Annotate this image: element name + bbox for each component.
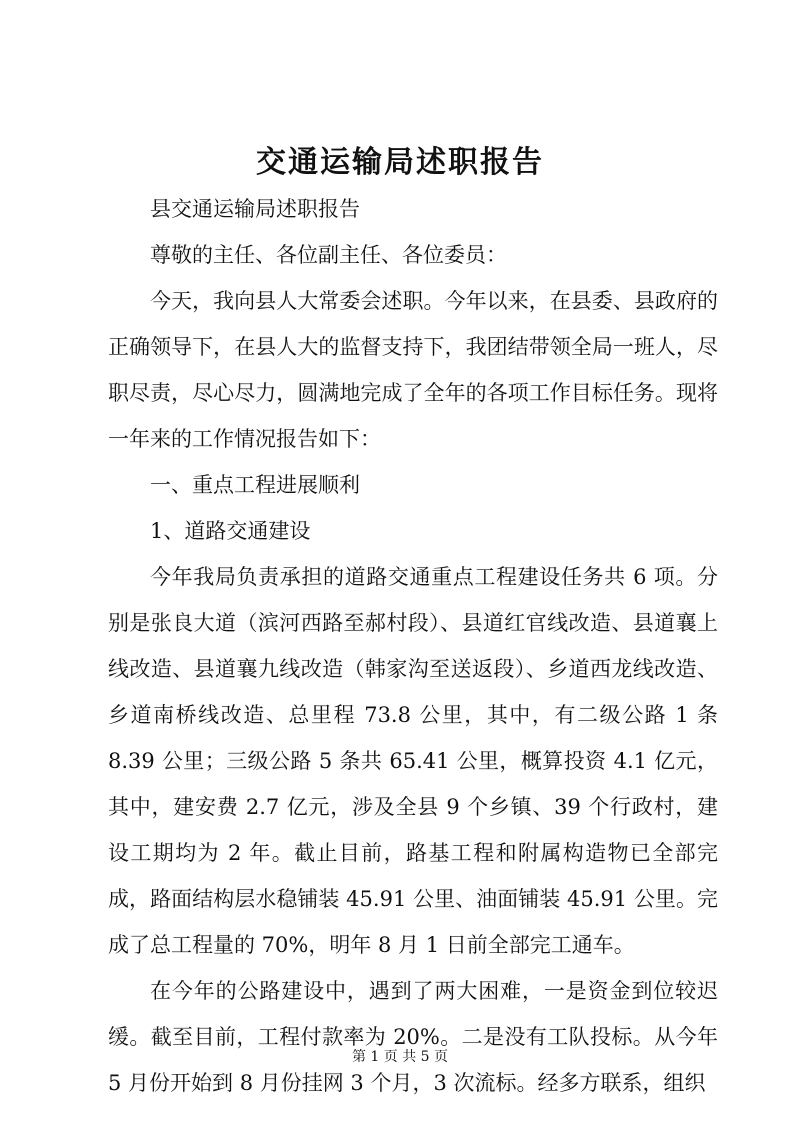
body-paragraph: 今年我局负责承担的道路交通重点工程建设任务共 6 项。分别是张良大道（滨河西路至郝村段）、县道红官线改造、县道襄上线改造、县道襄九线改造（韩家沟至送返段）、乡道西龙线改造、乡道南桥线改造、总里程 73.8 公里，其中，有二级公路 1 条 8.39 公里；三级公路 5 条共 65.41 公里，概算投资 4.1 亿元，其中，建安费 2.7 亿元，涉及全县 9 个乡镇、39 个行政村，建设工期均为 2 年。截止目前，路基工程和附属构造物已全部完成，路面结构层水稳铺装 45.91 公里、油面铺装 45.91 公里。完成了总工程量的 70%，明年 8 月 1 日前全部完工通车。 [108,565,718,957]
body-paragraph: 在今年的公路建设中，遇到了两大困难，一是资金到位较迟缓。截至目前，工程付款率为 20%。二是没有工队投标。从今年 5 月份开始到 8 月份挂网 3 个月，3 次流标。经多方联系，组织 [108,979,718,1095]
subsection-heading: 1、道路交通建设 [150,519,311,543]
intro-paragraph: 今天，我向县人大常委会述职。今年以来，在县委、县政府的正确领导下，在县人大的监督支持下，我团结带领全局一班人，尽职尽责，尽心尽力，圆满地完成了全年的各项工作目标任务。现将一年来的工作情况报告如下： [108,289,718,451]
document-body [108,186,718,1106]
subtitle-paragraph: 县交通运输局述职报告 [150,197,360,221]
section-heading: 一、重点工程进展顺利 [150,473,360,497]
salutation-paragraph: 尊敬的主任、各位副主任、各位委员： [150,243,507,267]
document-title: 交通运输局述职报告 [256,145,544,180]
page-number-footer: 第 1 页 共 5 页 [351,1049,449,1065]
